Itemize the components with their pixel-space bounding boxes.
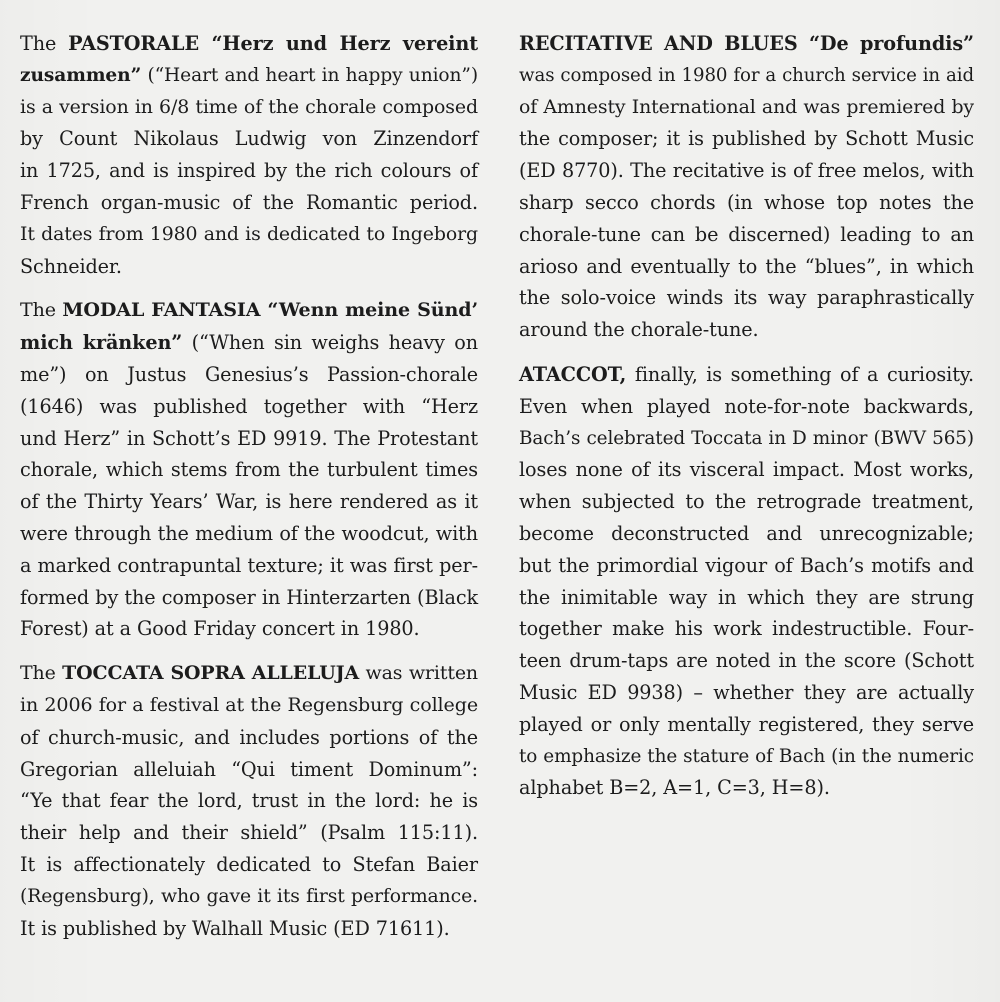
- text-line: the solo-voice winds its way paraphrastically: [519, 286, 974, 310]
- text-line: sharp secco chords (in whose top notes the: [519, 190, 974, 214]
- text-line: the composer; it is published by Schott Music: [519, 127, 974, 151]
- paragraph-gap: [20, 282, 478, 295]
- text-line: It is published by Walhall Music (ED 71611).: [20, 916, 450, 940]
- text-line: in 1725, and is inspired by the rich colours of: [20, 159, 478, 183]
- right-column: [519, 28, 974, 804]
- piece-title-pastorale-cont: zusammen”: [20, 64, 142, 86]
- text-line: were through the medium of the woodcut, with: [20, 521, 478, 545]
- text-line: chorale-tune can be discerned) leading to an: [519, 222, 974, 246]
- text-line: when subjected to the retrograde treatment,: [519, 490, 974, 514]
- piece-title-ataccot: ATACCOT,: [519, 362, 627, 386]
- text-line: Music ED 9938) – whether they are actually: [519, 680, 974, 704]
- text-line: their help and their shield” (Psalm 115:11).: [20, 821, 478, 845]
- left-column: [20, 28, 478, 944]
- text-line: is a version in 6/8 time of the chorale composed: [20, 95, 478, 118]
- text-line: Gregorian alleluiah “Qui timent Dominum”:: [20, 757, 478, 781]
- text-line: zusammen” (“Heart and heart in happy union”): [20, 64, 478, 86]
- text-line: The TOCCATA SOPRA ALLELUJA was written: [20, 662, 479, 685]
- text-line: Forest) at a Good Friday concert in 1980.: [20, 617, 420, 641]
- text-line: of Amnesty International and was premiered by: [519, 95, 974, 118]
- text-line: in 2006 for a festival at the Regensburg college: [20, 693, 478, 716]
- text-line: [519, 28, 974, 60]
- text-line: It dates from 1980 and is dedicated to Ingeborg: [20, 222, 478, 245]
- text-line: mich kränken” (“When sin weighs heavy on: [20, 331, 478, 355]
- text-line: It is affectionately dedicated to Stefan Baier: [20, 852, 478, 876]
- text-line: but the primordial vigour of Bach’s motifs and: [519, 553, 974, 577]
- text-line: “Ye that fear the lord, trust in the lord: he is: [20, 789, 478, 813]
- text-line: French organ-music of the Romantic period.: [20, 190, 478, 214]
- text-line: a marked contrapuntal texture; it was first per-: [20, 553, 478, 577]
- text-line: by Count Nikolaus Ludwig von Zinzendorf: [20, 127, 478, 151]
- text-line: formed by the composer in Hinterzarten (Black: [20, 585, 478, 609]
- piece-title-modal-fantasia: MODAL FANTASIA “Wenn meine Sünd’: [62, 299, 478, 322]
- piece-title-recitative: RECITATIVE AND BLUES “De profundis”: [519, 32, 974, 55]
- text-line: together make his work indestructible. Four-: [519, 617, 974, 641]
- text-line: ATACCOT, finally, is something of a curiosity.: [519, 362, 974, 386]
- text-line: The PASTORALE “Herz und Herz vereint: [20, 32, 478, 55]
- piece-title-toccata: TOCCATA SOPRA ALLELUJA: [62, 662, 360, 685]
- piece-title-pastorale: PASTORALE “Herz und Herz vereint: [68, 32, 478, 55]
- text-line: of the Thirty Years’ War, is here rendered as it: [20, 490, 478, 514]
- text-line: The MODAL FANTASIA “Wenn meine Sünd’: [20, 299, 478, 322]
- paragraph-pastorale: [20, 28, 478, 282]
- text-line: teen drum-taps are noted in the score (Schott: [519, 649, 974, 673]
- text-line: arioso and eventually to the “blues”, in which: [519, 254, 974, 278]
- piece-title-modal-fantasia-cont: mich kränken”: [20, 331, 183, 355]
- text-line: become deconstructed and unrecognizable;: [519, 521, 974, 545]
- text-line: around the chorale-tune.: [519, 318, 759, 342]
- paragraph-gap: [519, 346, 974, 359]
- paragraph-ataccot: [519, 359, 974, 804]
- text-line: und Herz” in Schott’s ED 9919. The Protestant: [20, 426, 478, 450]
- text-line: loses none of its visceral impact. Most works,: [519, 458, 974, 482]
- text-line: Schneider.: [20, 254, 122, 278]
- text-line: played or only mentally registered, they serve: [519, 712, 974, 736]
- text-line: to emphasize the stature of Bach (in the numeric: [519, 745, 974, 767]
- text-line: Even when played note-for-note backwards,: [519, 394, 974, 418]
- text-line: (1646) was published together with “Herz: [20, 394, 478, 418]
- paragraph-recitative: [519, 28, 974, 346]
- text-line: me”) on Justus Genesius’s Passion-chorale: [20, 362, 478, 386]
- text-line: the inimitable way in which they are strung: [519, 585, 974, 609]
- text-line: was composed in 1980 for a church service in aid: [519, 64, 974, 86]
- paragraph-toccata: [20, 658, 478, 944]
- paragraph-gap: [20, 645, 478, 658]
- text-line: chorale, which stems from the turbulent times: [20, 458, 478, 482]
- text-line: alphabet B=2, A=1, C=3, H=8).: [519, 776, 830, 800]
- paragraph-modal-fantasia: [20, 295, 478, 645]
- text-line: (ED 8770). The recitative is of free melos, with: [519, 159, 974, 183]
- text-line: Bach’s celebrated Toccata in D minor (BWV 565): [519, 427, 974, 449]
- text-line: of church-music, and includes portions of the: [20, 725, 478, 749]
- text-line: (Regensburg), who gave it its first performance.: [20, 885, 478, 907]
